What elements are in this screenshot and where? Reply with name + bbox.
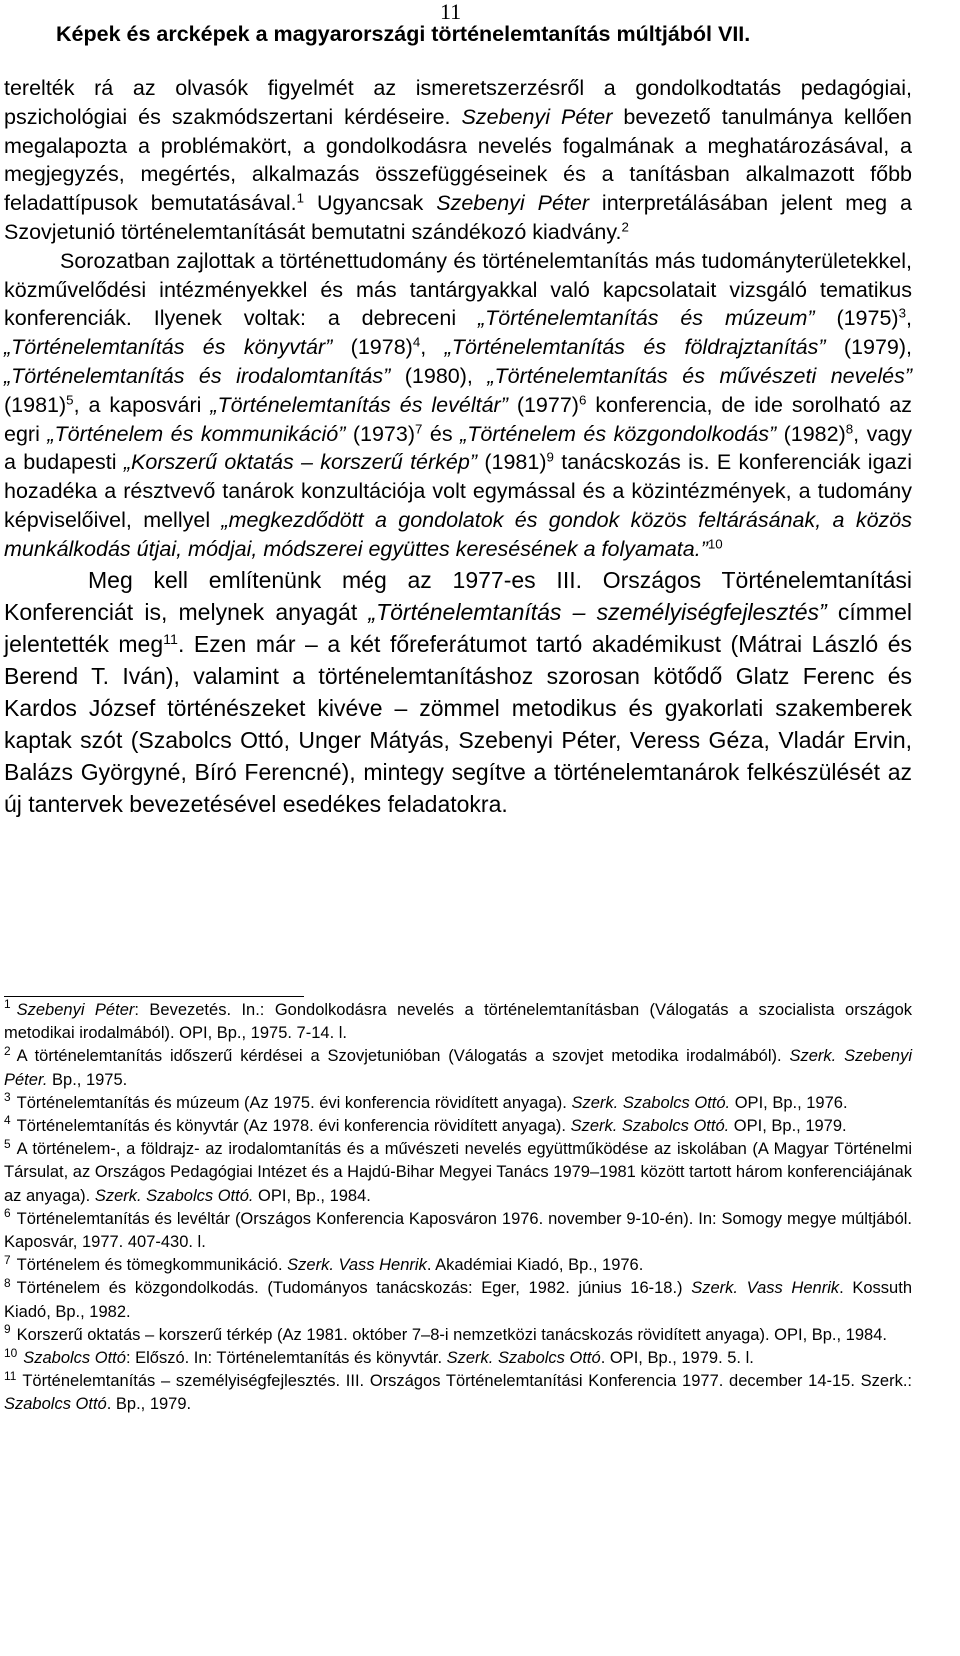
footnote-text: Történelem és közgondolkodás. (Tudományos tanácskozás: Eger, 1982. június 16-18.)	[16, 1279, 692, 1298]
footnote-text: Bp., 1975.	[47, 1070, 128, 1089]
footnotes	[4, 996, 912, 1417]
footnote-text: Történelem és tömegkommunikáció.	[16, 1256, 288, 1275]
footnote-ref[interactable]: 11	[163, 631, 178, 648]
footnote-number: 2	[4, 1043, 11, 1058]
footnote-ref[interactable]: 2	[621, 219, 629, 235]
footnote-text: Szebenyi Péter	[16, 1001, 135, 1019]
footnote-text: : Előszó. In: Történelemtanítás és könyvtár.	[125, 1349, 447, 1368]
footnote-text: Szabolcs Ottó	[23, 1349, 126, 1368]
footnote-3	[4, 1092, 912, 1115]
footnote-text: OPI, Bp., 1984.	[253, 1186, 371, 1205]
footnote-ref[interactable]: 7	[415, 421, 423, 437]
footnote-text: Történelemtanítás és könyvtár (Az 1978. évi konferencia rövidített anyaga).	[16, 1117, 571, 1136]
footnote-text: . Kossuth Kiadó, Bp., 1982.	[4, 1279, 912, 1321]
footnote-number: 10	[4, 1345, 18, 1360]
footnote-text: OPI, Bp., 1976.	[730, 1093, 848, 1112]
footnote-8	[4, 1277, 912, 1323]
footnote-1	[4, 999, 912, 1045]
footnote-ref[interactable]: 9	[546, 450, 554, 466]
paragraph-3: Meg kell említenünk még az 1977-es III. Országos Történelemtanítási Konferenciát is, melynek anyagát „Történelemtanítás – személyiségfejlesztés” címmel jelentették meg$^{11}$. Ezen már – a két főreferátumot tartó akadémikust (Mátrai László és Berend T. Iván), valamint a történelemtanításhoz szorosan kötődő Glatz Ferenc és Kardos József történészeket kivéve – zömmel metodikus és gyakorlati szakemberek kaptak szót (Szabolcs Ottó, Unger Mátyás, Szebenyi Péter, Veress Géza, Vladár Ervin, Balázs Györgyné, Bíró Ferencné), mintegy segítve a történelemtanárok felkészülését az új tantervek bevezetésével esedékes feladatokra.	[4, 566, 913, 817]
footnote-ref[interactable]: 6	[578, 392, 587, 408]
footnote-text: OPI, Bp., 1979.	[729, 1117, 847, 1136]
footnote-text: Szerk. Vass Henrik	[691, 1279, 840, 1298]
footnote-separator	[4, 996, 304, 997]
footnote-ref[interactable]: 4	[412, 334, 421, 350]
footnote-number: 9	[4, 1322, 11, 1337]
body-text	[4, 74, 912, 820]
footnote-text: A történelemtanítás időszerű kérdései a Szovjetunióban (Válogatás a szovjet metodika irodalmából).	[16, 1047, 790, 1066]
footnote-ref[interactable]: 10	[707, 536, 723, 552]
footnote-text: . Akadémiai Kiadó, Bp., 1976.	[426, 1256, 644, 1275]
footnote-number: 6	[4, 1206, 11, 1221]
footnote-number: 5	[4, 1136, 11, 1151]
footnote-number: 4	[4, 1113, 11, 1128]
footnote-text: . OPI, Bp., 1979. 5. l.	[600, 1349, 754, 1368]
footnote-text: Történelemtanítás – személyiségfejlesztés. III. Országos Történelemtanítási Konferencia 1977. december 14-15. Szerk.:	[22, 1372, 912, 1391]
footnote-number: 3	[4, 1090, 11, 1105]
footnote-6	[4, 1208, 912, 1254]
footnote-ref[interactable]: 5	[66, 392, 74, 408]
paragraph-2: Sorozatban zajlottak a történettudomány és történelemtanítás más tudományterületekkel, közművelődési intézményekkel és más tantárgyakkal való kapcsolatait vizsgáló tematikus konferenciák. Ilyenek voltak: a debreceni „Történelemtanítás és múzeum” $(1975)^3$, „Történelemtanítás és könyvtár” $(1978)^4$, „Történelemtanítás és földrajztanítás” (1979), „Történelemtanítás és irodalomtanítás” (1980), „Történelemtanítás és művészeti nevelés” $(1981)^5$, a kaposvári „Történelemtanítás és levéltár” $(1977)^6$ konferencia, de ide sorolható az egri „Történelem és kommunikáció” $(1973)^7$ és „Történelem és közgondolkodás” $(1982)^8$, vagy a budapesti „Korszerű oktatás – korszerű térkép” $(1981)^9$ tanácskozás is. E konferenciák igazi hozadéka a résztvevő tanárok konzultációja volt egymással és a közintézmények, a tudomány képviselőivel, mellyel „megkezdődött a gondolatok és gondok közös feltárásának, a közös munkálkodás útjai, módjai, módszerei együttes keresésének a folyamata.”$^{10}$	[4, 248, 913, 561]
footnote-ref[interactable]: 8	[845, 421, 854, 437]
footnote-9	[4, 1324, 912, 1347]
footnote-text: Történelemtanítás és múzeum (Az 1975. évi konferencia rövidített anyaga).	[16, 1093, 572, 1112]
running-head: Képek és arcképek a magyarországi történelemtanítás múltjából VII.	[56, 22, 751, 46]
footnote-2	[4, 1045, 912, 1091]
footnote-text: Történelemtanítás és levéltár (Országos Konferencia Kaposváron 1976. november 9-10-én). In: Somogy megye múltjából. Kaposvár, 1977. 407-430. l.	[4, 1209, 912, 1252]
footnote-text: Szabolcs Ottó	[4, 1395, 107, 1414]
footnote-4	[4, 1115, 912, 1138]
footnote-5	[4, 1138, 912, 1208]
footnote-text: Korszerű oktatás – korszerű térkép (Az 1981. október 7–8-i nemzetközi tanácskozás rövidített anyaga). OPI, Bp., 1984.	[16, 1325, 887, 1344]
footnote-text: : Bevezetés. In.: Gondolkodásra nevelés a történelemtanításban (Válogatás a szocialista országok metodikai irodalmából). OPI, Bp., 1975. 7-14. l.	[4, 1001, 912, 1043]
footnote-ref[interactable]: 1	[296, 190, 305, 206]
footnote-number: 1	[4, 997, 11, 1012]
footnote-text: . Bp., 1979.	[106, 1395, 192, 1414]
footnote-text: Szerk. Szabolcs Ottó.	[94, 1186, 254, 1205]
footnote-11	[4, 1370, 912, 1416]
footnote-text: Szerk. Vass Henrik	[287, 1256, 427, 1275]
footnote-number: 11	[4, 1368, 17, 1383]
footnote-text: Szerk. Szebenyi Péter.	[4, 1047, 912, 1089]
footnote-text: Szerk. Szabolcs Ottó.	[571, 1093, 731, 1112]
footnote-text: A történelem-, a földrajz- az irodalomtanítás és a művészeti nevelés együttműködése az iskolában (A Magyar Történelmi Társulat, az Országos Pedagógiai Intézet és a Hajdú-Bihar Megyei Tanács 1979–1981 között tartott három konferenciájának az anyaga).	[4, 1140, 912, 1205]
footnote-7	[4, 1254, 912, 1277]
footnote-text: Szerk. Szabolcs Ottó.	[570, 1117, 730, 1136]
footnote-10	[4, 1347, 912, 1370]
page-number: 11	[440, 0, 462, 24]
footnote-number: 7	[4, 1252, 11, 1267]
paragraph-1: terelték rá az olvasók figyelmét az ismeretszerzésről a gondolkodtatás pedagógiai, pszichológiai és szakmódszertani kérdéseire. Szebenyi Péter bevezető tanulmánya kellően megalapozta a problémakört, a gondolkodásra nevelés fogalmának a meghatározásával, a megjegyzés, megértés, alkalmazás összefüggéseinek és a tanításban alkalmazott főbb feladattípusok bemutatásával.$^1$ Ugyancsak Szebenyi Péter interpretálásában jelent meg a Szovjetunió történelemtanítását bemutatni szándékozó kiadvány.$^2$	[4, 76, 913, 244]
footnote-number: 8	[4, 1275, 11, 1290]
footnote-ref[interactable]: 3	[898, 306, 907, 322]
footnote-text: Szerk. Szabolcs Ottó	[446, 1349, 601, 1368]
